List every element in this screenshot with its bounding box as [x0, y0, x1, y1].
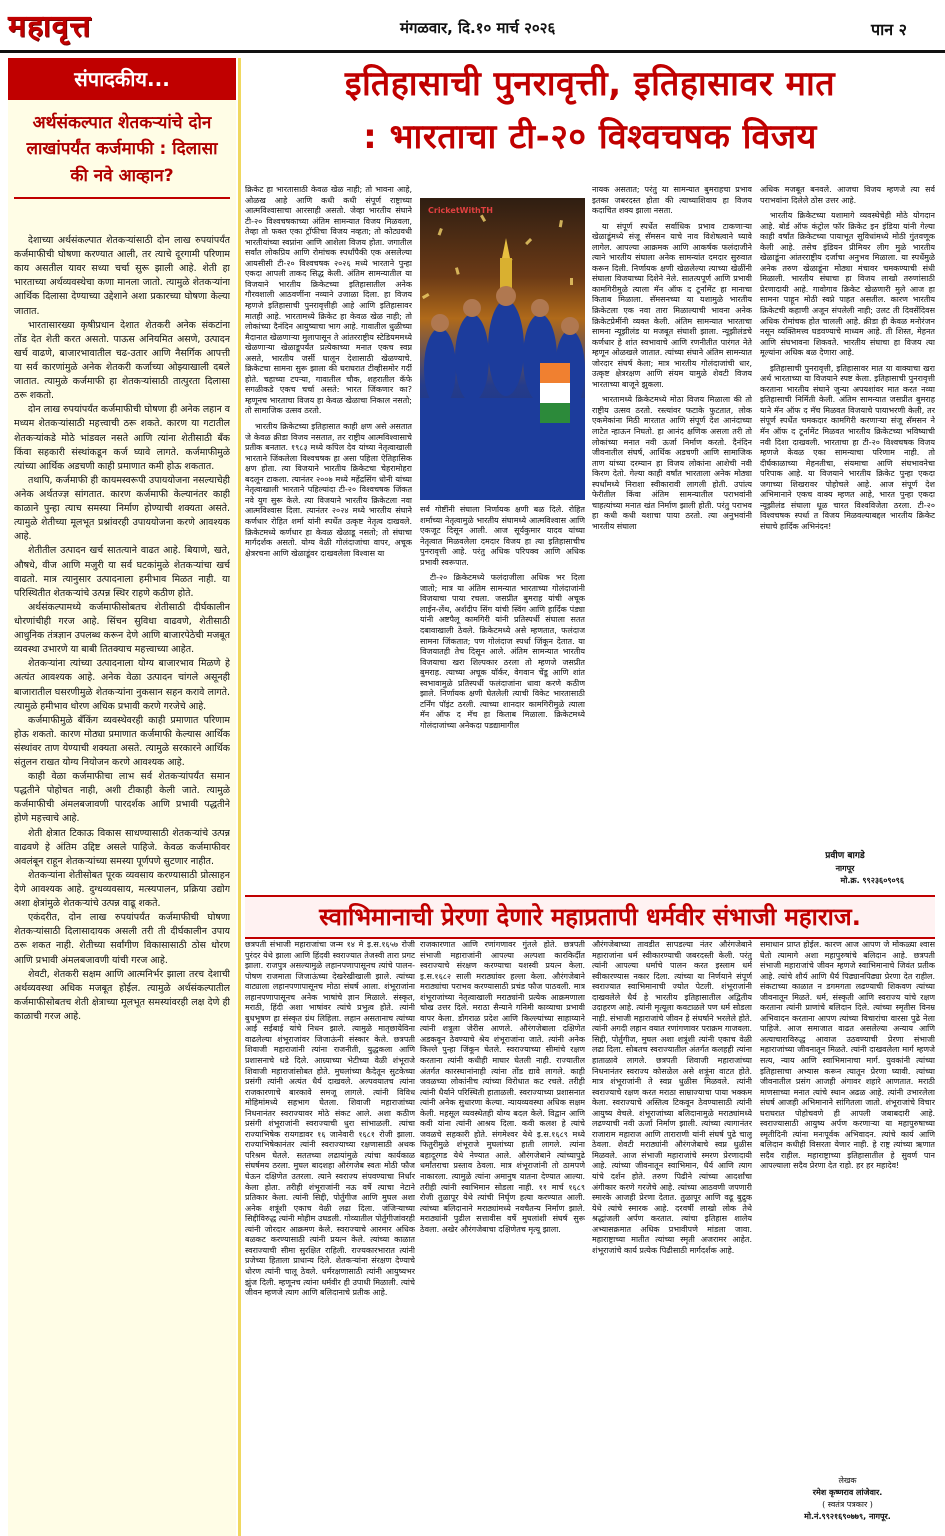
masthead	[0, 0, 945, 50]
editorial-title: अर्थसंकल्पात शेतकऱ्यांचे दोन लाखांपर्यंत कर्जमाफी : दिलासा की नवे आव्हान?	[14, 106, 230, 199]
photo-watermark: CricketWithTH	[428, 206, 493, 215]
article-paragraph: भारतासारख्या कृषीप्रधान देशात शेतकरी अनेक संकटांना तोंड देत शेती करत असतो. पाऊस अनियमित असणे, उत्पादन खर्च वाढणे, बाजारभावातील चढ-उतार आणि नैसर्गिक आपत्ती या सर्व कारणांमुळे अनेक शेतकरी कर्जाच्या ओझ्याखाली दबले जातात. त्यामुळे कर्जमाफी हा शेतकऱ्यांसाठी तात्पुरता दिलासा ठरू शकतो.	[14, 319, 230, 402]
article-paragraph: कर्जमाफीमुळे बँकिंग व्यवस्थेवरही काही प्रमाणात परिणाम होऊ शकतो. कारण मोठ्या प्रमाणात कर्जमाफी केल्यास आर्थिक संस्थांवर ताण येण्याची शक्यता असते. त्यामुळे सरकारने आर्थिक संतुलन राखत योग्य नियोजन करणे आवश्यक आहे.	[14, 714, 230, 769]
cricket-column-2-top	[420, 185, 585, 195]
cricket-column-1	[245, 185, 412, 890]
cricket-column-4	[760, 185, 935, 845]
sambhaji-author-name: रमेश कृष्णराव लांजेवार.	[812, 1488, 883, 1497]
article-paragraph: शेतीतील उत्पादन खर्च सातत्याने वाढत आहे. बियाणे, खते, औषधे, वीज आणि मजुरी या सर्व घटकांमुळे शेतकऱ्यांचा खर्च वाढतो. मात्र त्यानुसार उत्पादनाला हमीभाव मिळत नाही. या परिस्थितीत शेतकऱ्यांचे उत्पन्न स्थिर राहणे कठीण होते.	[14, 545, 230, 599]
article-paragraph: समाधान प्राप्त होईल. कारण आज आपण जे मोकळ्या श्वास घेतो त्यामागे अशा महापुरुषांचे बलिदान आहे. छत्रपती संभाजी महाराजांचे जीवन म्हणजे स्वाभिमानाचे जिवंत प्रतीक आहे. त्यांचे शौर्य आणि धैर्य पिढ्यानपिढ्या प्रेरणा देत राहील. संकटाच्या काळात न डगमगता लढण्याची शिकवण त्यांच्या जीवनातून मिळते. धर्म, संस्कृती आणि स्वराज्य यांचे रक्षण करताना त्यांनी प्राणांचे बलिदान दिले. त्यांच्या स्मृतीस विनम्र अभिवादन करताना आपण त्यांच्या विचारांचा वारसा पुढे नेला पाहिजे. आज समाजात वाढत असलेल्या अन्याय आणि अत्याचाराविरुद्ध आवाज उठवण्याची प्रेरणा संभाजी महाराजांच्या जीवनातून मिळते. त्यांनी दाखवलेला मार्ग म्हणजे सत्य, न्याय आणि स्वाभिमानाचा मार्ग. युवकांनी त्यांच्या इतिहासाचा अभ्यास करून त्यातून प्रेरणा घ्यावी. त्यांच्या जीवनातील प्रसंग आजही अंगावर शहारे आणतात. मराठी माणसाच्या मनात त्यांचे स्थान अढळ आहे. त्यांनी उभारलेला संघर्ष आजही अभिमानाने सांगितला जातो. शंभूराजांचे विचार घराघरात पोहोचवणे ही आपली जबाबदारी आहे. स्वराज्यासाठी आयुष्य अर्पण करणाऱ्या या महापुरुषाच्या स्मृतीदिनी त्यांना मनःपूर्वक अभिवादन. त्यांचे कार्य आणि बलिदान कधीही विसरता येणार नाही. हे राष्ट्र त्यांच्या ऋणात सदैव राहील. महाराष्ट्राच्या इतिहासातील हे सुवर्ण पान आपल्याला सदैव प्रेरणा देत राहो. हर हर महादेव!	[760, 940, 935, 1171]
masthead-rule	[0, 50, 945, 53]
cricket-headline-line1: इतिहासाची पुनरावृत्ती, इतिहासावर मात	[344, 64, 836, 104]
sambhaji-author-role: ( स्वतंत्र पत्रकार )	[822, 1500, 873, 1509]
page-number: पान २	[870, 20, 907, 39]
article-paragraph: शेतकऱ्यांना शेतीसोबत पूरक व्यवसाय करण्यासाठी प्रोत्साहन देणे आवश्यक आहे. दुग्धव्यवसाय, मत्स्यपालन, प्रक्रिया उद्योग अशा क्षेत्रांमुळे शेतकऱ्यांचे उत्पन्न वाढू शकते.	[14, 869, 230, 910]
date-line: मंगळवार, दि.१० मार्च २०२६	[400, 19, 556, 37]
article-paragraph: दोन लाख रुपयांपर्यंत कर्जमाफीची घोषणा ही अनेक लहान व मध्यम शेतकऱ्यांसाठी महत्त्वाची ठरू शकते. कारण या गटातील शेतकऱ्यांकडे मोठे भांडवल नसते आणि त्यांना शेतीसाठी बँक किंवा सहकारी संस्थांकडून कर्ज घ्यावे लागते. कर्जमाफीमुळे त्यांच्या आर्थिक अडचणी काही प्रमाणात कमी होऊ शकतात.	[14, 404, 230, 472]
team-celebration-photo	[420, 198, 585, 500]
article-paragraph: राजकारणात आणि रणांगणावर गुंतले होते. छत्रपती संभाजी महाराजांनी आपल्या अल्पशा कारकिर्दीत स्वराज्याचे संरक्षण करण्याचा यशस्वी प्रयत्न केला. इ.स.१६८२ साली मराठ्यांवर हल्ला केला. औरंगजेबाने मराठ्यांचा पराभव करण्यासाठी प्रचंड फौज पाठवली. मात्र शंभूराजांच्या नेतृत्वाखाली मराठ्यांनी प्रत्येक आक्रमणाला चोख उत्तर दिले. मराठा सैन्याने गनिमी काव्याचा प्रभावी वापर केला. डोंगराळ प्रदेश आणि किल्ल्यांच्या साहाय्याने त्यांनी शत्रूला जेरीस आणले. औरंगजेबाला दक्षिणेत अडकवून ठेवण्याचे श्रेय शंभूराजांना जाते. त्यांनी अनेक किल्ले पुन्हा जिंकून घेतले. स्वराज्याच्या सीमांचे रक्षण करताना त्यांनी कधीही माघार घेतली नाही. राज्यातील अंतर्गत कारस्थानांनाही त्यांना तोंड द्यावे लागले. काही जवळच्या लोकांनीच त्यांच्या विरोधात कट रचले. तरीही त्यांनी धैर्याने परिस्थिती हाताळली. स्वराज्याच्या प्रशासनात त्यांनी अनेक सुधारणा केल्या. न्यायव्यवस्था अधिक सक्षम केली. महसूल व्यवस्थेतही योग्य बदल केले. विद्वान आणि कवी यांना त्यांनी आश्रय दिला. कवी कलश हे त्यांचे जवळचे सहकारी होते. संगमेश्वर येथे इ.स.१६८९ मध्ये फितुरीमुळे शंभूराजे मुघलांच्या हाती लागले. त्यांना बहादूरगड येथे नेण्यात आले. औरंगजेबाने त्यांच्यापुढे धर्मांतराचा प्रस्ताव ठेवला. मात्र शंभूराजांनी तो ठामपणे नाकारला. त्यामुळे त्यांना अमानुष यातना देण्यात आल्या. तरीही त्यांनी स्वाभिमान सोडला नाही. ११ मार्च १६८९ रोजी तुळापूर येथे त्यांची निर्घृण हत्या करण्यात आली. त्यांच्या बलिदानाने मराठ्यांमध्ये नवचैतन्य निर्माण झाले. मराठ्यांनी पुढील सत्तावीस वर्षे मुघलांशी संघर्ष सुरू ठेवला. अखेर औरंगजेबाचा दक्षिणेतच मृत्यू झाला.	[420, 940, 585, 1234]
article-paragraph: औरंगजेबाच्या तावडीत सापडल्या नंतर औरंगजेबाने महाराजांना धर्म स्वीकारण्याची जबरदस्ती केली. परंतु त्यांनी आपल्या धर्माचे पालन करत इस्लाम धर्म स्वीकारण्यास नकार दिला. त्यांच्या या निर्णयाने संपूर्ण स्वराज्यात स्वाभिमानाची ज्योत पेटली. शंभूराजांनी दाखवलेले धैर्य हे भारतीय इतिहासातील अद्वितीय उदाहरण आहे. त्यांनी मृत्यूला कवटाळले पण धर्म सोडला नाही. संभाजी महाराजांचे जीवन हे संघर्षाने भरलेले होते. त्यांनी अगदी लहान वयात रणांगणावर पराक्रम गाजवला. सिद्दी, पोर्तुगीज, मुघल अशा शत्रूंशी त्यांनी एकाच वेळी लढा दिला. सोबतच स्वराज्यातील अंतर्गत कलहही त्यांना हाताळावे लागले. छत्रपती शिवाजी महाराजांच्या निधनानंतर स्वराज्य कोसळेल असे शत्रूंना वाटत होते. मात्र शंभूराजांनी ते स्वप्न धुळीस मिळवले. त्यांनी स्वराज्याचे रक्षण करत मराठा साम्राज्याचा पाया भक्कम केला. स्वराज्याचे अस्तित्व टिकवून ठेवण्यासाठी त्यांनी आयुष्य वेचले. शंभूराजांच्या बलिदानामुळे मराठ्यांमध्ये लढण्याची नवी ऊर्जा निर्माण झाली. त्यांच्या त्यागानंतर राजाराम महाराज आणि ताराराणी यांनी संघर्ष पुढे चालू ठेवला. शेवटी मराठ्यांनी औरंगजेबाचे स्वप्न धुळीस मिळवले. आज संभाजी महाराजांचे स्मरण प्रेरणादायी आहे. त्यांच्या जीवनातून स्वाभिमान, धैर्य आणि त्याग यांचे दर्शन होते. तरुण पिढीने त्यांच्या आदर्शांचा अंगीकार करणे गरजेचे आहे. त्यांच्या आठवणी जपणारी स्मारके आजही प्रेरणा देतात. तुळापूर आणि वढू बुद्रुक येथे त्यांचे स्मारक आहे. दरवर्षी लाखो लोक तेथे श्रद्धांजली अर्पण करतात. त्यांचा इतिहास शालेय अभ्यासक्रमात अधिक प्रभावीपणे मांडला जावा. महाराष्ट्राच्या मातीत त्यांच्या स्मृती अजरामर आहेत. शंभूराजांचे कार्य प्रत्येक पिढीसाठी मार्गदर्शक आहे.	[592, 940, 752, 1255]
sambhaji-column-3	[592, 940, 752, 1530]
article-paragraph: अर्थसंकल्पामध्ये कर्जमाफीसोबतच शेतीसाठी दीर्घकालीन धोरणांचीही गरज आहे. सिंचन सुविधा वाढवणे, शेतीसाठी आधुनिक तंत्रज्ञान उपलब्ध करून देणे आणि बाजारपेठेची मजबूत व्यवस्था उभारणे या बाबी तितक्याच महत्त्वाच्या आहेत.	[14, 601, 230, 656]
article-paragraph: शेती क्षेत्रात टिकाऊ विकास साधण्यासाठी शेतकऱ्यांचे उत्पन्न वाढवणे हे अंतिम उद्दिष्ट असले पाहिजे. केवळ कर्जमाफीवर अवलंबून राहून शेतकऱ्यांच्या समस्या पूर्णपणे सुटणार नाहीत.	[14, 827, 230, 867]
article-paragraph: काही वेळा कर्जमाफीचा लाभ सर्व शेतकऱ्यांपर्यंत समान पद्धतीने पोहोचत नाही, अशी टीकाही केली जाते. त्यामुळे कर्जमाफीची अंमलबजावणी पारदर्शक आणि प्रभावी पद्धतीने होणे महत्त्वाचे आहे.	[14, 771, 230, 825]
article-paragraph: तथापि, कर्जमाफी ही कायमस्वरूपी उपाययोजना नसल्याचेही अनेक अर्थतज्ज्ञ सांगतात. कारण कर्जमाफी केल्यानंतर काही काळाने पुन्हा त्याच समस्या निर्माण होण्याची शक्यता असते. त्यामुळे शेतीच्या मूलभूत प्रश्नांवरही उपाययोजना करणे आवश्यक आहे.	[14, 474, 230, 543]
cricket-headline	[245, 58, 935, 178]
cricket-author-name: प्रवीण बागडे	[825, 851, 865, 861]
article-paragraph: सर्व गोष्टींनी संघाला निर्णायक क्षणी बळ दिले. रोहित शर्माच्या नेतृत्वामुळे भारतीय संघामध्ये आत्मविश्वास आणि एकजूट दिसून आली. आज सूर्यकुमार यादव यांच्या नेतृत्वात मिळवलेला दमदार विजय हा त्या इतिहासाचीच पुनरावृत्ती आहे. परंतु अधिक परिपक्व आणि अधिक प्रभावी स्वरूपात.	[420, 505, 585, 567]
newspaper-logo: महावृत्त	[8, 9, 92, 44]
celebration-illustration	[420, 198, 585, 500]
sambhaji-column-4	[760, 940, 935, 1470]
editorial-body	[14, 234, 230, 1526]
article-paragraph: इतिहासाची पुनरावृत्ती, इतिहासावर मात या वाक्याचा खरा अर्थ भारताच्या या विजयाने स्पष्ट केला. इतिहासाची पुनरावृत्ती करताना भारतीय संघाने जुन्या अपयशांवर मात करत नव्या इतिहासाची निर्मिती केली. अंतिम सामन्यात जसप्रीत बुमराह याने मॅन ऑफ द मॅच मिळवत विजयाचे पायाभरणी केली, तर संपूर्ण स्पर्धेत चमकदार कामगिरी करणाऱ्या संजू सॅमसन ने मॅन ऑफ द टूर्नामेंट मिळवत भारतीय क्रिकेटच्या भविष्याची नवी दिशा दाखवली. भारताचा हा टी-२० विश्वचषक विजय म्हणजे केवळ एका सामन्याचा परिणाम नाही. तो दीर्घकाळाच्या मेहनतीचा, संयमाचा आणि संघभावनेचा परिपाक आहे. या विजयाने भारतीय क्रिकेट पुन्हा एकदा जगाच्या शिखरावर पोहोचले आहे. आज संपूर्ण देश अभिमानाने एकच वाक्य म्हणत आहे, भारत पुन्हा एकदा न्यूझीलंड संघाला धूळ चारत विश्वविजेता ठरला. टी-२० विश्वचषक स्पर्धा त विजय मिळवल्याबद्दल भारतीय क्रिकेट संघाचे हार्दिक अभिनंदन!	[760, 363, 935, 531]
sambhaji-author-label: लेखक	[838, 1476, 857, 1485]
cricket-author-phone: मो.क्र. ९९२३६०९०९६	[840, 875, 904, 885]
article-paragraph: शेवटी, शेतकरी सक्षम आणि आत्मनिर्भर झाला तरच देशाची अर्थव्यवस्था अधिक मजबूत होईल. त्यामुळे अर्थसंकल्पातील कर्जमाफीसोबतच शेती क्षेत्राच्या मूलभूत समस्यांवरही लक्ष देणे ही काळाची गरज आहे.	[14, 968, 230, 1023]
article-paragraph: भारतामध्ये क्रिकेटमध्ये मोठा विजय मिळाला की तो राष्ट्रीय उत्सव ठरतो. रस्त्यांवर फटाके फुटतात, लोक एकमेकांना मिठी मारतात आणि संपूर्ण देश आनंदाच्या लाटेत न्हाऊन निघतो. हा आनंद क्षणिक असला तरी तो लोकांच्या मनात नवी ऊर्जा निर्माण करतो. दैनंदिन जीवनातील संघर्ष, आर्थिक अडचणी आणि सामाजिक ताण यांच्या दरम्यान हा विजय लोकांना आशेची नवी किरण देतो. गेल्या काही वर्षांत भारताला अनेक मोठ्या स्पर्धांमध्ये निराशा स्वीकारावी लागली होती. उपांत्य फेरीतील किंवा अंतिम सामन्यातील पराभवांनी चाहत्यांच्या मनात खंत निर्माण झाली होती. परंतु पराभव हा कधी कधी यशाचा पाया ठरतो. त्या अनुभवांनी भारतीय संघाला	[592, 395, 752, 531]
sambhaji-headline	[245, 895, 935, 939]
article-paragraph: छत्रपती संभाजी महाराजांचा जन्म १४ मे इ.स.१६५७ रोजी पुरंदर येथे झाला आणि हिंदवी स्वराज्यात तेजस्वी तारा प्रगट झाला. राजपुत्र असल्यामुळे लहानपणापासूनच त्यांचे पालन-पोषण राजमाता जिजाऊंच्या देखरेखीखाली झाले. त्यांच्या वाट्याला लहानपणापासूनच मोठा संघर्ष आला. शंभूराजांना लहानपणापासूनच अनेक भाषांचे ज्ञान मिळाले. संस्कृत, मराठी, हिंदी अशा भाषांवर त्यांचे प्रभुत्व होते. त्यांनी बुधभूषण हा संस्कृत ग्रंथ लिहिला. लहान असतानाच त्यांच्या आई सईबाई यांचे निधन झाले. त्यामुळे मातृछायेविना वाढलेल्या शंभूराजांवर जिजाऊंनी संस्कार केले. छत्रपती शिवाजी महाराजांनी त्यांना राजनीती, युद्धकला आणि प्रशासनाचे धडे दिले. आग्र्याच्या भेटीच्या वेळी शंभूराजे शिवाजी महाराजांसोबत होते. मुघलांच्या कैदेतून सुटकेच्या प्रसंगी त्यांनी अत्यंत धैर्य दाखवले. अल्पवयातच त्यांना राजकारणाचे बारकावे समजू लागले. त्यांनी विविध मोहिमांमध्ये सहभाग घेतला. शिवाजी महाराजांच्या निधनानंतर स्वराज्यावर मोठे संकट आले. अशा कठीण प्रसंगी शंभूराजांनी स्वराज्याची धुरा सांभाळली. त्यांचा राज्याभिषेक रायगडावर १६ जानेवारी १६८१ रोजी झाला. राज्याभिषेकानंतर त्यांनी स्वराज्याच्या रक्षणासाठी अथक परिश्रम घेतले. सततच्या लढायांमुळे त्यांचा कार्यकाळ संघर्षमय ठरला. मुघल बादशहा औरंगजेब स्वतः मोठी फौज घेऊन दक्षिणेत उतरला. त्याने स्वराज्य संपवण्याचा निर्धार केला होता. तरीही शंभूराजांनी नऊ वर्षे त्याचा नेटाने प्रतिकार केला. त्यांनी सिद्दी, पोर्तुगीज आणि मुघल अशा अनेक शत्रूंशी एकाच वेळी लढा दिला. जंजिऱ्याच्या सिद्दीविरुद्ध त्यांनी मोहीम उघडली. गोव्यातील पोर्तुगीजांवरही त्यांनी जोरदार आक्रमण केले. स्वराज्याचे आरमार अधिक बळकट करण्यासाठी त्यांनी प्रयत्न केले. त्यांच्या काळात स्वराज्याची सीमा सुरक्षित राहिली. राज्यकारभारात त्यांनी प्रजेच्या हिताला प्राधान्य दिले. शेतकऱ्यांना संरक्षण देण्याचे धोरण त्यांनी चालू ठेवले. धर्मरक्षणासाठी त्यांनी आयुष्यभर झुंज दिली. म्हणूनच त्यांना धर्मवीर ही उपाधी मिळाली. त्यांचे जीवन म्हणजे त्याग आणि बलिदानाचे प्रतीक आहे.	[245, 940, 415, 1298]
cricket-author-block	[760, 850, 930, 886]
sambhaji-author-phone: मो.नं.९९२१६९०७७९, नागपूर.	[804, 1512, 891, 1521]
editorial-header: संपादकीय...	[8, 58, 236, 100]
cricket-author-place: नागपूर	[835, 864, 855, 874]
sambhaji-column-2	[420, 940, 585, 1530]
cricket-column-3	[592, 185, 752, 890]
article-paragraph: भारतीय क्रिकेटच्या इतिहासात काही क्षण असे असतात जे केवळ क्रीडा विजय नसतात, तर राष्ट्रीय आत्मविश्वासाचे प्रतीक बनतात. १९८३ मध्ये कपिल देव यांच्या नेतृत्वाखाली भारताने जिंकलेला विश्वचषक हा असा पहिला ऐतिहासिक क्षण होता. त्या विजयाने भारतीय क्रिकेटचा चेहरामोहरा बदलून टाकला. त्यानंतर २००७ मध्ये महेंद्रसिंग धोनी यांच्या नेतृत्वाखाली भारताने पहिल्यांदा टी-२० विश्वचषक जिंकत नवे युग सुरू केले. त्या विजयाने भारतीय क्रिकेटला नवा आत्मविश्वास दिला. त्यानंतर २०२४ मध्ये भारतीय संघाने कर्णधार रोहित शर्मा यांनी स्पर्धेत उत्कृष्ट नेतृत्व दाखवले. क्रिकेटमध्ये कर्णधार हा केवळ खेळाडू नसतो; तो संघाचा मार्गदर्शक असतो. योग्य वेळी गोलंदाजांचा वापर, अचूक क्षेत्ररचना आणि खेळाडूंवर दाखवलेला विश्वास या	[245, 422, 412, 558]
cricket-column-2	[420, 505, 585, 890]
column-divider	[238, 58, 241, 1536]
sambhaji-column-1	[245, 940, 415, 1530]
cricket-headline-line2: : भारताचा टी-२० विश्वचषक विजय	[363, 116, 817, 157]
article-paragraph: शेतकऱ्यांना त्यांच्या उत्पादनाला योग्य बाजारभाव मिळणे हे अत्यंत आवश्यक आहे. अनेक वेळा उत्पादन चांगले असूनही बाजारातील घसरणीमुळे शेतकऱ्यांना नुकसान सहन करावे लागते. त्यामुळे हमीभाव धोरण अधिक प्रभावी करणे गरजेचे आहे.	[14, 658, 230, 712]
article-paragraph: या संपूर्ण स्पर्धेत सर्वाधिक प्रभाव टाकणाऱ्या खेळाडूंमध्ये संजू सॅमसन याचे नाव विशेषत्वाने घ्यावे लागेल. आपल्या आक्रमक आणि आकर्षक फलंदाजीने त्याने भारतीय संघाला अनेक सामन्यांत दमदार सुरुवात करून दिली. निर्णायक क्षणी खेळलेल्या त्याच्या खेळींनी संघाला विजयाच्या दिशेने नेले. सातत्यपूर्ण आणि प्रभावी कामगिरीमुळे त्याला मॅन ऑफ द टूर्नामेंट हा मानाचा किताब मिळाला. सॅमसनच्या या यशामुळे भारतीय क्रिकेटला एक नवा तारा मिळाल्याची भावना अनेक क्रिकेटप्रेमींनी व्यक्त केली. अंतिम सामन्यात भारताचा सामना न्यूझीलंड या मजबूत संघाशी झाला. न्यूझीलंडचे कर्णधार हे शांत स्वभावाचे आणि रणनीतीत पारंगत नेते म्हणून ओळखले जातात. त्यांच्या संघाने अंतिम सामन्यात जोरदार संघर्ष केला; मात्र भारतीय गोलंदाजांची धार, उत्कृष्ट क्षेत्ररक्षण आणि संयम यामुळे शेवटी विजय भारताच्या बाजूने झुकला.	[592, 221, 752, 389]
sambhaji-headline-text: स्वाभिमानाची प्रेरणा देणारे महाप्रतापी धर्मवीर संभाजी महाराज.	[319, 903, 861, 931]
editorial-column	[8, 58, 236, 1536]
article-paragraph: टी-२० क्रिकेटमध्ये फलंदाजीला अधिक भर दिला जातो; मात्र या अंतिम सामन्यात भारताच्या गोलंदाजांनी विजयाचा पाया रचला. जसप्रीत बुमराह यांची अचूक लाईन-लेंथ, अर्शदीप सिंग यांची स्विंग आणि हार्दिक पंड्या यांनी अष्टपैलू कामगिरी यांनी प्रतिस्पर्धी संघाला सतत दबावाखाली ठेवले. क्रिकेटमध्ये असे म्हणतात, फलंदाज सामना जिंकतात; पण गोलंदाज स्पर्धा जिंकून देतात. या विजयातही तेच दिसून आले. अंतिम सामन्यात भारतीय विजयाचा खरा शिल्पकार ठरला तो म्हणजे जसप्रीत बुमराह. त्याच्या अचूक यॉर्कर, वेगवान चेंडू आणि शांत स्वभावामुळे प्रतिस्पर्धी फलंदाजांना धावा करणे कठीण झाले. निर्णायक क्षणी घेतलेली त्याची विकेट भारतासाठी टर्निंग पॉइंट ठरली. त्याच्या शानदार कामगिरीमुळे त्याला मॅन ऑफ द मॅच हा किताब मिळाला. क्रिकेटमध्ये गोलंदाजांच्या अनेकदा पडद्यामागील	[420, 573, 585, 730]
article-paragraph: क्रिकेट हा भारतासाठी केवळ खेळ नाही; तो भावना आहे, ओळख आहे आणि कधी कधी संपूर्ण राष्ट्राच्या आत्मविश्वासाचा आरसाही असतो. जेव्हा भारतीय संघाने टी-२० विश्वचषकाच्या अंतिम सामन्यात विजय मिळवला, तेव्हा तो फक्त एका ट्रॉफीचा विजय नव्हता; तो कोट्यवधी भारतीयांच्या स्वप्नांना आणि आशेला विजय होता. जगातील सर्वांत लोकप्रिय आणि रोमांचक स्पर्धांपैकी एक असलेल्या आयसीसी टी-२० विश्वचषक २०२६ मध्ये भारताने पुन्हा एकदा आपली ताकद सिद्ध केली. अंतिम सामन्यातील या विजयाने भारतीय क्रिकेटच्या इतिहासातील अनेक गौरवशाली आठवणींना नव्याने उजाळा दिला. हा विजय म्हणजे इतिहासाची पुनरावृत्तीही आहे आणि इतिहासावर मातही आहे. भारतामध्ये क्रिकेट हा केवळ खेळ नाही; तो लोकांच्या दैनंदिन आयुष्याचा भाग आहे. गावातील धुळीच्या मैदानात खेळणाऱ्या मुलापासून ते आंतरराष्ट्रीय स्टेडियममध्ये खेळणाऱ्या खेळाडूपर्यंत प्रत्येकाच्या मनात एकच स्वप्न असते, भारतीय जर्सी घालून देशासाठी खेळण्याचे. क्रिकेटचा सामना सुरू झाला की घराघरात टीव्हीसमोर गर्दी होते. चहाच्या टपऱ्या, गावातील चौक, शहरातील कॅफे सगळीकडे एकच चर्चा असते: भारत जिंकणार का? म्हणूनच भारताचा विजय हा केवळ खेळाचा निकाल नसतो; तो सामाजिक उत्सव ठरतो.	[245, 185, 412, 416]
article-paragraph: भारतीय क्रिकेटच्या यशामागे व्यवस्थेचेही मोठे योगदान आहे. बोर्ड ऑफ कंट्रोल फॉर क्रिकेट इन इंडिया यांनी गेल्या काही वर्षांत क्रिकेटच्या पायाभूत सुविधांमध्ये मोठी गुंतवणूक केली आहे. तसेच इंडियन प्रीमियर लीग मुळे भारतीय खेळाडूंना आंतरराष्ट्रीय दर्जाचा अनुभव मिळाला. या स्पर्धेमुळे अनेक तरुण खेळाडूंना मोठ्या मंचावर चमकण्याची संधी मिळाली. भारतीय संघाचा हा विजय लाखो तरुणांसाठी प्रेरणादायी आहे. गावोगाव क्रिकेट खेळणारी मुले आज हा सामना पाहून मोठी स्वप्ने पाहत असतील. कारण भारतीय क्रिकेटची कहाणी अजून संपलेली नाही; उलट ती दिवसेंदिवस अधिक रोमांचक होत चालली आहे. क्रीडा ही केवळ मनोरंजन नसून व्यक्तिमत्त्व घडवण्याचे माध्यम आहे. ती शिस्त, मेहनत आणि संघभावना शिकवते. भारतीय संघाचा हा विजय त्या मूल्यांना अधिक बळ देणारा आहे.	[760, 211, 935, 358]
article-paragraph: देशाच्या अर्थसंकल्पात शेतकऱ्यांसाठी दोन लाख रुपयांपर्यंत कर्जमाफीची घोषणा करण्यात आली, तर त्याचे दूरगामी परिणाम काय असतील यावर सध्या चर्चा सुरू झाली आहे. शेती हा भारताच्या अर्थव्यवस्थेचा कणा मानला जातो. त्यामुळे शेतकऱ्यांना आर्थिक दिलासा देण्याच्या उद्देशाने अशा प्रकारच्या घोषणा केल्या जातात.	[14, 235, 230, 317]
sambhaji-author-block	[760, 1475, 935, 1523]
article-paragraph: अधिक मजबूत बनवले. आजचा विजय म्हणजे त्या सर्व पराभवांना दिलेले ठोस उत्तर आहे.	[760, 185, 935, 205]
article-paragraph: नायक असतात; परंतु या सामन्यात बुमराहचा प्रभाव इतका जबरदस्त होता की त्याच्याशिवाय हा विजय कदाचित शक्य झाला नसता.	[592, 185, 752, 216]
article-paragraph: एकंदरीत, दोन लाख रुपयांपर्यंत कर्जमाफीची घोषणा शेतकऱ्यांसाठी दिलासादायक असली तरी ती दीर्घकालीन उपाय ठरू शकत नाही. शेतीच्या सर्वांगीण विकासासाठी ठोस धोरण आणि प्रभावी अंमलबजावणी यांची गरज आहे.	[14, 912, 230, 966]
